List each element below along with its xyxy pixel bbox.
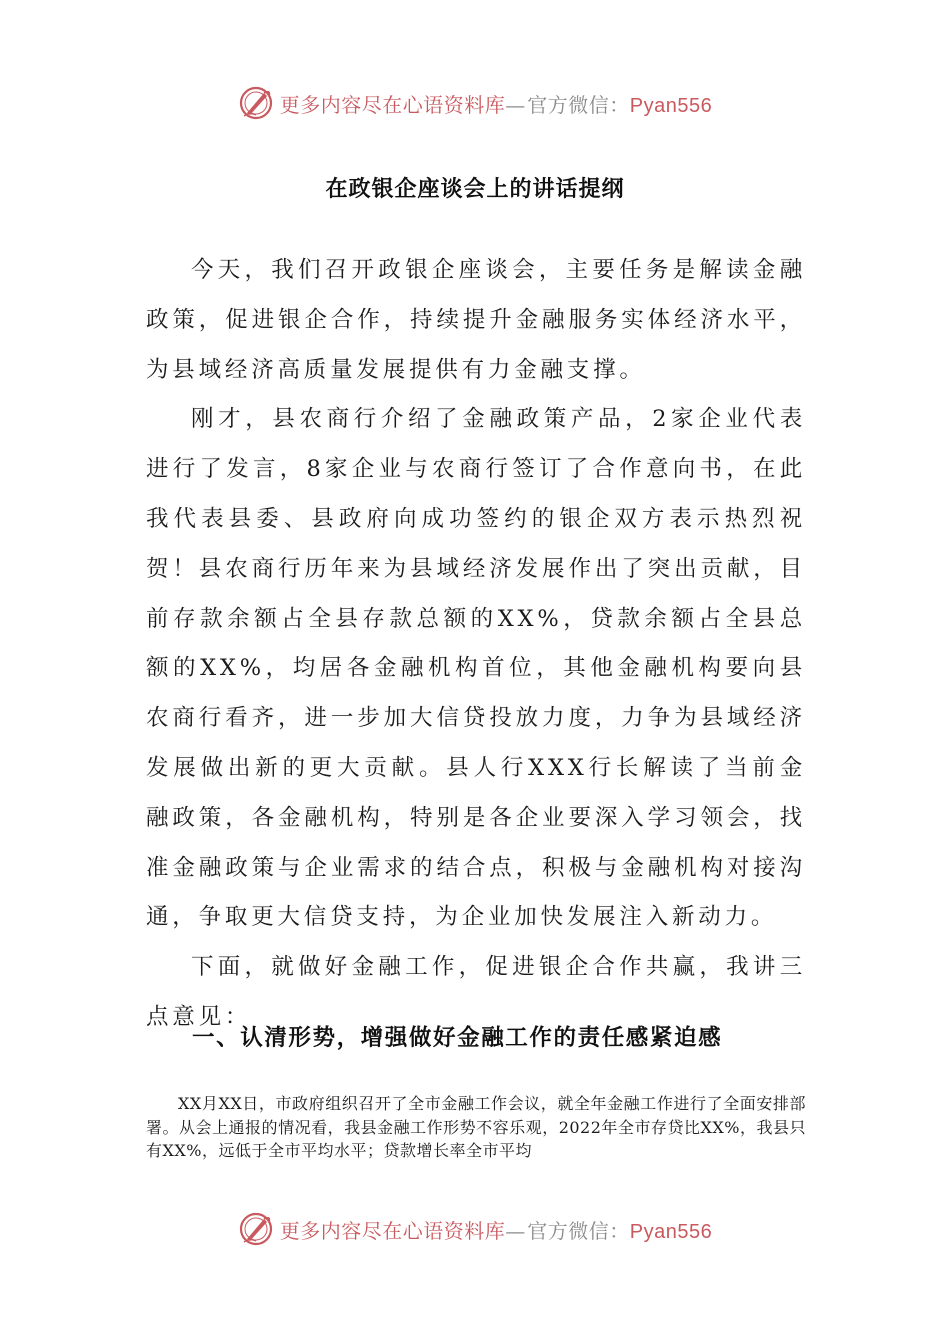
paragraph-2: 刚才，县农商行介绍了金融政策产品，2家企业代表进行了发言，8家企业与农商行签订了合作意向书，在此我代表县委、县政府向成功签约的银企双方表示热烈祝贺！县农商行历年来为县域经济发展作出了突出贡献，目前存款余额占全县存款总额的XX%，贷款余额占全县总额的XX%，均居各金融机构首位，其他金融机构要向县农商行看齐，进一步加大信贷投放力度，力争为县域经济发展做出新的更大贡献。县人行XXX行长解读了当前金融政策，各金融机构，特别是各企业要深入学习领会，找准金融政策与企业需求的结合点，积极与金融机构对接沟通，争取更大信贷支持，为企业加快发展注入新动力。 xyxy=(146,406,806,931)
watermark-banner-bottom xyxy=(0,1209,950,1249)
document-body xyxy=(146,246,806,1043)
paragraph-1: 今天，我们召开政银企座谈会，主要任务是解读金融政策，促进银企合作，持续提升金融服务实体经济水平，为县域经济高质量发展提供有力金融支撑。 xyxy=(146,257,806,383)
banner-wechat-label: 官方微信： xyxy=(527,92,630,117)
section-body xyxy=(146,1092,806,1163)
banner-wechat-label: 官方微信： xyxy=(527,1218,630,1243)
section-heading: 一、认清形势，增强做好金融工作的责任感紧迫感 xyxy=(192,1025,723,1051)
banner-text: 更多内容尽在心语资料库 xyxy=(279,92,506,117)
banner-wechat-id: Pyan556 xyxy=(629,1220,713,1243)
banner-text: 更多内容尽在心语资料库 xyxy=(279,1218,506,1243)
quill-logo-icon xyxy=(238,85,274,121)
section-paragraph: XX月XX日，市政府组织召开了全市金融工作会议，就全年金融工作进行了全面安排部署。从会上通报的情况看，我县金融工作形势不容乐观，2022年全市存贷比XX%，我县只有XX%，远低于全市平均水平；贷款增长率全市平均 xyxy=(146,1094,806,1160)
banner-separator: — xyxy=(505,1218,528,1243)
banner-wechat-id: Pyan556 xyxy=(629,94,713,117)
quill-logo-icon xyxy=(238,1211,274,1247)
watermark-banner-top xyxy=(0,83,950,123)
banner-separator: — xyxy=(505,92,528,117)
paragraph-3: 下面，就做好金融工作，促进银企合作共赢，我讲三点意见： xyxy=(146,954,806,1030)
document-title: 在政银企座谈会上的讲话提纲 xyxy=(325,177,625,202)
